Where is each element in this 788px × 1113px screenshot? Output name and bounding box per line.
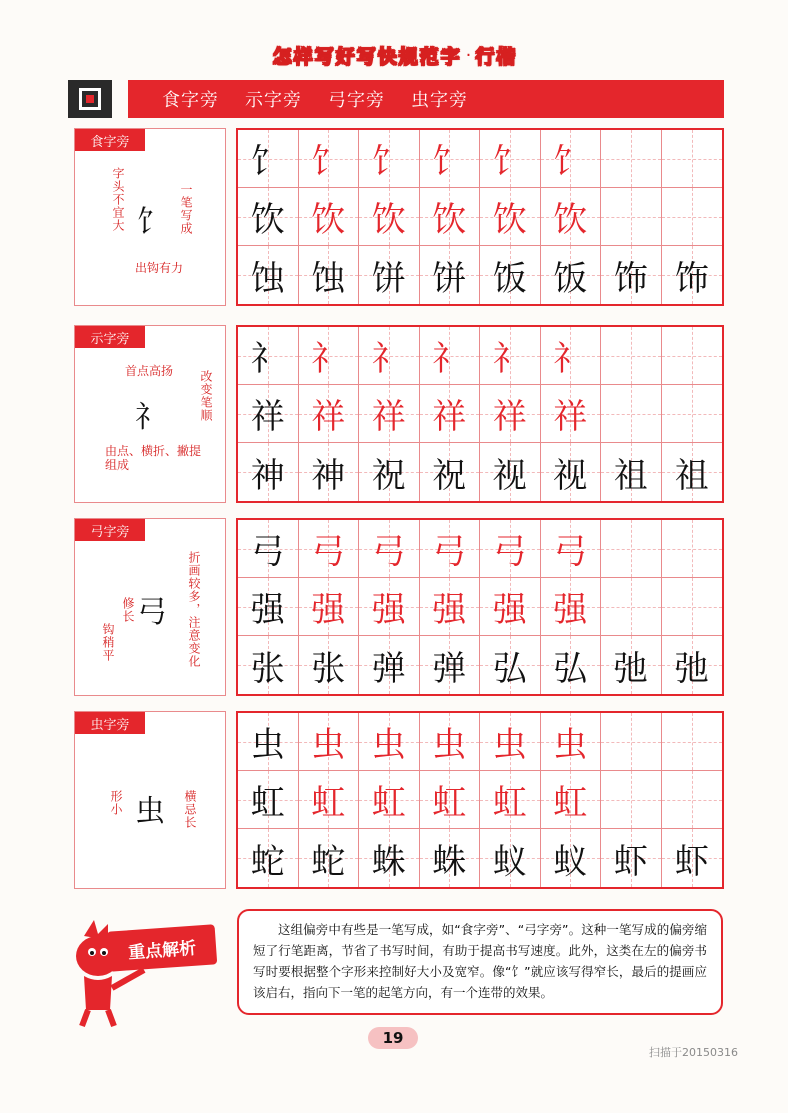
- cell-char: 虫: [371, 725, 406, 765]
- cell-char: 礻: [432, 339, 467, 379]
- grid-cell: [541, 188, 602, 246]
- block-label: 示字旁: [75, 326, 145, 348]
- header-title-left: 怎样写好写快规范字: [272, 45, 462, 68]
- grid-row: [238, 578, 722, 636]
- grid-cell: [480, 443, 541, 501]
- section-item: 示字旁: [245, 90, 302, 111]
- annotation: 修长: [121, 597, 135, 623]
- cell-char: 饮: [250, 200, 285, 240]
- grid-cell: [359, 327, 420, 385]
- cell-char: 饮: [371, 200, 406, 240]
- cell-char: 蛛: [371, 841, 406, 882]
- cell-char: 饣: [553, 142, 588, 182]
- cell-char: 虹: [553, 783, 588, 823]
- grid-cell: [299, 771, 360, 829]
- grid-cell: [541, 327, 602, 385]
- cell-char: 虫: [553, 725, 588, 765]
- annotation: 折画较多，注意变化: [187, 551, 201, 668]
- grid-cell: [541, 636, 602, 694]
- cell-char: 祥: [250, 397, 285, 437]
- block-label-box: [74, 518, 226, 696]
- annotation: 改变笔顺: [199, 370, 213, 422]
- cell-char: 饭: [492, 258, 527, 299]
- block-label: 虫字旁: [75, 712, 145, 734]
- cell-char: 视: [553, 455, 588, 496]
- cell-char: 弓: [371, 532, 406, 572]
- cell-char: 弓: [311, 532, 346, 572]
- cell-char: 礻: [371, 339, 406, 379]
- grid-cell: [299, 130, 360, 188]
- cell-char: 虫: [492, 725, 527, 765]
- cell-char: 饣: [250, 142, 285, 182]
- key-analysis-title: 重点解析: [107, 924, 218, 971]
- cell-char: 神: [311, 455, 346, 496]
- grid-cell: [359, 771, 420, 829]
- grid-cell: [420, 520, 481, 578]
- grid-cell: [662, 246, 723, 304]
- grid-cell: [541, 443, 602, 501]
- grid-cell: [541, 520, 602, 578]
- grid-cell: [480, 636, 541, 694]
- cell-char: 礻: [492, 339, 527, 379]
- grid-cell: [601, 771, 662, 829]
- cell-char: 蛇: [250, 841, 285, 882]
- grid-cell: [299, 246, 360, 304]
- practice-grid: [236, 518, 724, 696]
- header-title-right: 行楷: [475, 45, 518, 68]
- grid-cell: [238, 385, 299, 443]
- cell-char: 虫: [432, 725, 467, 765]
- grid-cell: [238, 636, 299, 694]
- grid-cell: [601, 130, 662, 188]
- grid-cell: [238, 246, 299, 304]
- grid-row: [238, 829, 722, 887]
- section-item: 弓字旁: [328, 90, 385, 111]
- cell-char: 虹: [311, 783, 346, 823]
- practice-grid: [236, 128, 724, 306]
- cell-char: 祝: [432, 455, 467, 496]
- grid-cell: [480, 385, 541, 443]
- section-items: [162, 86, 468, 112]
- cell-char: 蚀: [250, 258, 285, 299]
- grid-cell: [662, 443, 723, 501]
- grid-row: [238, 520, 722, 578]
- grid-row: [238, 385, 722, 443]
- cell-char: 蛇: [311, 841, 346, 882]
- grid-cell: [359, 520, 420, 578]
- annotation: 由点、横折、撇提组成: [105, 444, 202, 472]
- grid-cell: [601, 829, 662, 887]
- grid-cell: [299, 636, 360, 694]
- cell-char: 礻: [311, 339, 346, 379]
- grid-cell: [541, 829, 602, 887]
- cell-char: 强: [432, 590, 467, 630]
- annotation: 出钩有力: [135, 261, 184, 275]
- key-analysis-box: [237, 909, 723, 1015]
- radical-glyph: 虫: [135, 794, 165, 829]
- grid-cell: [541, 578, 602, 636]
- grid-cell: [420, 130, 481, 188]
- annotation: 一笔写成: [179, 183, 193, 235]
- radical-glyph: 礻: [135, 400, 165, 435]
- grid-cell: [541, 130, 602, 188]
- cell-char: 饼: [432, 258, 467, 299]
- cell-char: 弓: [250, 532, 285, 572]
- grid-cell: [238, 578, 299, 636]
- page-number: 19: [368, 1027, 418, 1049]
- cell-char: 弛: [613, 648, 648, 689]
- grid-cell: [420, 636, 481, 694]
- radical-glyph: 饣: [137, 205, 167, 240]
- cell-char: 饮: [492, 200, 527, 240]
- grid-cell: [299, 385, 360, 443]
- grid-row: [238, 443, 722, 501]
- grid-cell: [420, 385, 481, 443]
- grid-cell: [238, 327, 299, 385]
- cell-char: 虾: [674, 841, 709, 882]
- grid-row: [238, 636, 722, 694]
- cell-char: 祖: [674, 455, 709, 496]
- grid-cell: [238, 130, 299, 188]
- cell-char: 虹: [492, 783, 527, 823]
- cell-char: 饮: [432, 200, 467, 240]
- grid-cell: [601, 520, 662, 578]
- cell-char: 祝: [371, 455, 406, 496]
- grid-cell: [480, 829, 541, 887]
- grid-cell: [480, 520, 541, 578]
- grid-cell: [420, 829, 481, 887]
- grid-row: [238, 771, 722, 829]
- grid-cell: [601, 246, 662, 304]
- grid-cell: [359, 188, 420, 246]
- grid-cell: [541, 713, 602, 771]
- annotation: 横忌长: [183, 790, 197, 829]
- cell-char: 视: [492, 455, 527, 496]
- grid-cell: [359, 385, 420, 443]
- block-label-box: [74, 128, 226, 306]
- cell-char: 强: [553, 590, 588, 630]
- cell-char: 饮: [553, 200, 588, 240]
- cell-char: 祖: [613, 455, 648, 496]
- cell-char: 蛛: [432, 841, 467, 882]
- grid-cell: [662, 713, 723, 771]
- grid-cell: [662, 520, 723, 578]
- grid-cell: [662, 385, 723, 443]
- grid-cell: [420, 443, 481, 501]
- grid-cell: [359, 246, 420, 304]
- grid-row: [238, 246, 722, 304]
- cell-char: 强: [371, 590, 406, 630]
- grid-cell: [238, 829, 299, 887]
- cell-char: 饣: [432, 142, 467, 182]
- grid-cell: [601, 327, 662, 385]
- header-title-dot: ·: [465, 44, 472, 66]
- grid-cell: [662, 829, 723, 887]
- cell-char: 弛: [674, 648, 709, 689]
- cell-char: 神: [250, 455, 285, 496]
- cell-char: 弓: [553, 532, 588, 572]
- cell-char: 弘: [553, 648, 588, 689]
- cell-char: 虹: [250, 783, 285, 823]
- grid-cell: [359, 636, 420, 694]
- grid-cell: [238, 771, 299, 829]
- practice-grid: [236, 711, 724, 889]
- grid-cell: [541, 771, 602, 829]
- cell-char: 弹: [432, 648, 467, 689]
- grid-cell: [299, 829, 360, 887]
- radical-glyph: 弓: [137, 595, 167, 630]
- cell-char: 弓: [432, 532, 467, 572]
- grid-cell: [601, 443, 662, 501]
- grid-cell: [601, 636, 662, 694]
- grid-cell: [299, 520, 360, 578]
- cell-char: 弘: [492, 648, 527, 689]
- grid-cell: [238, 443, 299, 501]
- cell-char: 虫: [311, 725, 346, 765]
- cell-char: 饮: [311, 200, 346, 240]
- grid-cell: [420, 327, 481, 385]
- annotation: 钩稍平: [101, 623, 115, 662]
- block-label-box: [74, 711, 226, 889]
- cell-char: 强: [492, 590, 527, 630]
- cell-char: 礻: [250, 339, 285, 379]
- cell-char: 强: [311, 590, 346, 630]
- cell-char: 弹: [371, 648, 406, 689]
- grid-cell: [359, 713, 420, 771]
- annotation: 首点高扬: [125, 364, 174, 378]
- grid-cell: [238, 188, 299, 246]
- cell-char: 虹: [432, 783, 467, 823]
- grid-cell: [420, 771, 481, 829]
- grid-cell: [420, 713, 481, 771]
- cell-char: 饰: [674, 258, 709, 299]
- section-square-icon: [68, 80, 112, 118]
- cell-char: 祥: [553, 397, 588, 437]
- grid-cell: [359, 130, 420, 188]
- grid-cell: [420, 246, 481, 304]
- cell-char: 饼: [371, 258, 406, 299]
- grid-cell: [299, 713, 360, 771]
- cell-char: 弓: [492, 532, 527, 572]
- grid-cell: [420, 578, 481, 636]
- practice-grid: [236, 325, 724, 503]
- grid-cell: [601, 385, 662, 443]
- block-label-box: [74, 325, 226, 503]
- grid-cell: [420, 188, 481, 246]
- grid-cell: [299, 578, 360, 636]
- cell-char: 祥: [432, 397, 467, 437]
- grid-cell: [601, 188, 662, 246]
- annotation: 字头不宜大: [111, 167, 125, 232]
- grid-cell: [662, 188, 723, 246]
- cell-char: 饰: [613, 258, 648, 299]
- annotation: 形小: [109, 790, 123, 816]
- key-analysis-text: 这组偏旁中有些是一笔写成，如“食字旁”、“弓字旁”。这种一笔写成的偏旁缩短了行笔距离，节省了书写时间，有助于提高书写速度。此外，这类在左的偏旁书写时要根据整个字形来控制好大小及宽窄。像“饣”就应该写得窄长，最后的提画应该启右，指向下一笔的起笔方向，有一个连带的效果。: [253, 922, 707, 1000]
- grid-cell: [662, 130, 723, 188]
- grid-cell: [299, 443, 360, 501]
- cell-char: 张: [311, 648, 346, 689]
- grid-cell: [662, 327, 723, 385]
- grid-cell: [359, 443, 420, 501]
- grid-cell: [480, 327, 541, 385]
- cell-char: 虫: [250, 725, 285, 765]
- cell-char: 饣: [311, 142, 346, 182]
- grid-row: [238, 188, 722, 246]
- grid-cell: [238, 713, 299, 771]
- scan-mark: 扫描于20150316: [649, 1046, 738, 1059]
- grid-cell: [480, 578, 541, 636]
- grid-cell: [541, 385, 602, 443]
- grid-cell: [662, 636, 723, 694]
- cell-char: 强: [250, 590, 285, 630]
- block-label: 弓字旁: [75, 519, 145, 541]
- grid-cell: [480, 130, 541, 188]
- block-label: 食字旁: [75, 129, 145, 151]
- grid-cell: [480, 188, 541, 246]
- grid-cell: [601, 713, 662, 771]
- cell-char: 蚀: [311, 258, 346, 299]
- cell-char: 张: [250, 648, 285, 689]
- grid-row: [238, 327, 722, 385]
- cell-char: 饣: [371, 142, 406, 182]
- grid-cell: [299, 188, 360, 246]
- cell-char: 祥: [492, 397, 527, 437]
- grid-cell: [541, 246, 602, 304]
- section-bar: [68, 80, 724, 118]
- grid-cell: [480, 771, 541, 829]
- grid-cell: [299, 327, 360, 385]
- grid-cell: [662, 771, 723, 829]
- grid-cell: [480, 713, 541, 771]
- grid-cell: [480, 246, 541, 304]
- grid-cell: [359, 578, 420, 636]
- cell-char: 蚁: [553, 841, 588, 882]
- cell-char: 虹: [371, 783, 406, 823]
- grid-cell: [662, 578, 723, 636]
- header-banner: [225, 40, 565, 70]
- cell-char: 饣: [492, 142, 527, 182]
- section-item: 食字旁: [162, 90, 219, 111]
- cell-char: 蚁: [492, 841, 527, 882]
- grid-cell: [238, 520, 299, 578]
- section-item: 虫字旁: [411, 90, 468, 111]
- cell-char: 礻: [553, 339, 588, 379]
- cell-char: 虾: [613, 841, 648, 882]
- grid-cell: [601, 578, 662, 636]
- grid-row: [238, 130, 722, 188]
- cell-char: 祥: [371, 397, 406, 437]
- cell-char: 饭: [553, 258, 588, 299]
- grid-cell: [359, 829, 420, 887]
- cell-char: 祥: [311, 397, 346, 437]
- grid-row: [238, 713, 722, 771]
